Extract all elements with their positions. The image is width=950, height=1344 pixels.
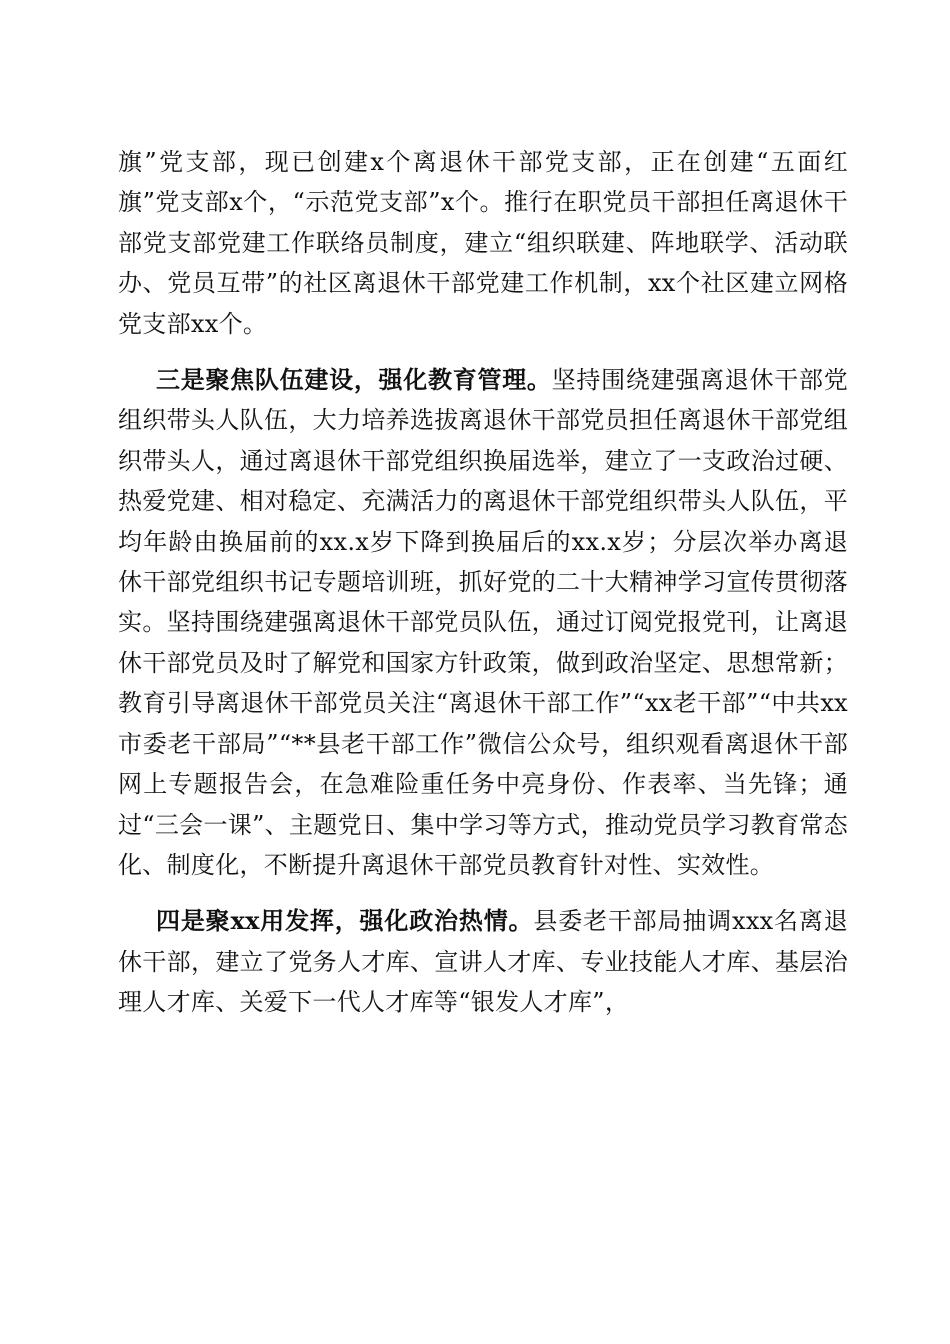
paragraph-role-play — [118, 901, 848, 1022]
paragraph-heading: 四是聚xx用发挥，强化政治热情。 — [156, 906, 534, 936]
document-body — [118, 142, 848, 1023]
paragraph-text: 县委老干部局抽调xxx名离退休干部，建立了党务人才库、宣讲人才库、专业技能人才库、基层治理人才库、关爱下一代人才库等“银发人才库”， — [118, 907, 848, 1017]
paragraph-team-building — [118, 360, 848, 885]
paragraph-text: 旗”党支部，现已创建x个离退休干部党支部，正在创建“五面红旗”党支部x个，“示范党支部”x个。推行在职党员干部担任离退休干部党支部党建工作联络员制度，建立“组织联建、阵地联学、活动联办、党员互带”的社区离退休干部党建工作机制，xx个社区建立网格党支部xx个。 — [118, 148, 848, 338]
paragraph-continuation — [118, 142, 848, 344]
paragraph-text: 坚持围绕建强离退休干部党组织带头人队伍，大力培养选拔离退休干部党员担任离退休干部党组织带头人，通过离退休干部党组织换届选举，建立了一支政治过硬、热爱党建、相对稳定、充满活力的离退休干部党组织带头人队伍，平均年龄由换届前的xx.x岁下降到换届后的xx.x岁；分层次举办离退休干部党组织书记专题培训班，抓好党的二十大精神学习宣传贯彻落实。坚持围绕建强离退休干部党员队伍，通过订阅党报党刊，让离退休干部党员及时了解党和国家方针政策，做到政治坚定、思想常新；教育引导离退休干部党员关注“离退休干部工作”“xx老干部”“中共xx市委老干部局”“**县老干部工作”微信公众号，组织观看离退休干部网上专题报告会，在急难险重任务中亮身份、作表率、当先锋；通过“三会一课”、主题党日、集中学习等方式，推动党员学习教育常态化、制度化，不断提升离退休干部党员教育针对性、实效性。 — [118, 366, 848, 879]
paragraph-heading: 三是聚焦队伍建设，强化教育管理。 — [156, 365, 552, 395]
